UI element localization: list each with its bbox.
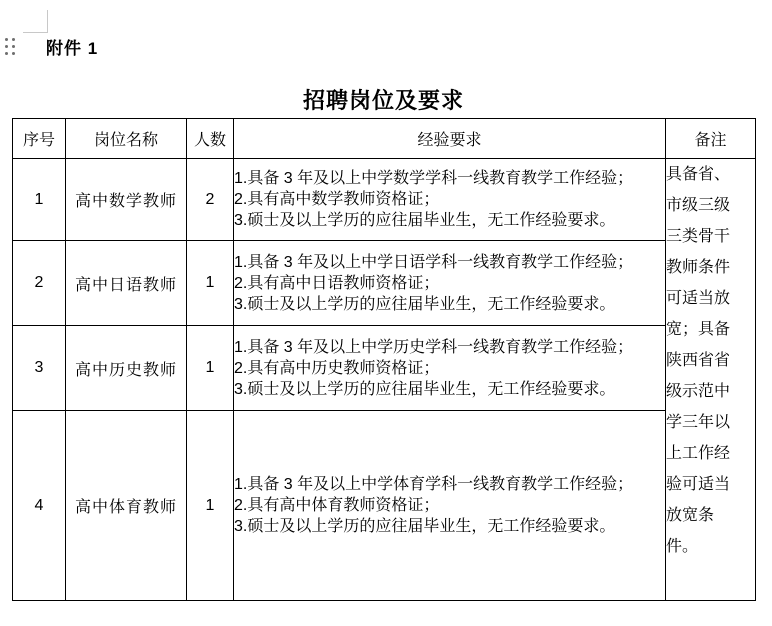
cell-position — [66, 241, 187, 326]
requirement-line: 1.具备 3 年及以上中学历史学科一线教育教学工作经验； — [234, 338, 634, 356]
cell-requirements — [234, 326, 666, 411]
header-requirements: 经验要求 — [234, 119, 666, 159]
requirement-line: 1.具备 3 年及以上中学日语学科一线教育教学工作经验； — [234, 253, 634, 271]
requirement-line: 3.硕士及以上学历的应往届毕业生，无工作经验要求。 — [234, 518, 616, 535]
cell-position — [66, 326, 187, 411]
cell-requirements — [234, 159, 666, 241]
handle-dot — [12, 52, 15, 55]
header-serial: 序号 — [13, 119, 66, 159]
requirement-line: 2.具有高中日语教师资格证； — [234, 274, 440, 292]
header-count: 人数 — [187, 119, 234, 159]
requirement-line: 1.具备 3 年及以上中学数学学科一线教育教学工作经验； — [234, 170, 634, 187]
cell-count: 1 — [187, 411, 234, 601]
page-title: 招聘岗位及要求 — [302, 88, 464, 113]
requirement-line: 2.具有高中历史教师资格证； — [234, 359, 440, 377]
cell-position — [66, 159, 187, 241]
drag-handle-icon[interactable] — [5, 38, 15, 55]
table-header-row — [13, 119, 756, 159]
cell-remarks — [666, 159, 756, 601]
table-row — [13, 326, 756, 411]
table-row — [13, 159, 756, 241]
requirement-line: 3.硕士及以上学历的应往届毕业生，无工作经验要求。 — [234, 295, 616, 313]
handle-dot — [12, 45, 15, 48]
text-boundary-corner-mark — [23, 10, 48, 33]
handle-dot — [12, 38, 15, 41]
cell-position — [66, 411, 187, 601]
cell-count: 2 — [187, 159, 234, 241]
handle-dot — [5, 52, 8, 55]
header-remarks: 备注 — [666, 119, 756, 159]
requirement-line: 2.具有高中体育教师资格证； — [234, 497, 440, 514]
position-text: 高中体育教师 — [74, 499, 177, 516]
cell-requirements — [234, 241, 666, 326]
table-row — [13, 411, 756, 601]
remarks-text: 具备省、市级三级三类骨干教师条件可适当放宽；具备陕西省省级示范中学三年以上工作经验可适当放宽条件。 — [666, 166, 731, 555]
requirement-line: 3.硕士及以上学历的应往届毕业生，无工作经验要求。 — [234, 212, 616, 229]
cell-serial: 1 — [13, 159, 66, 241]
position-text: 高中日语教师 — [74, 276, 177, 294]
recruitment-table — [12, 118, 756, 601]
attachment-label: 附件 1 — [46, 39, 99, 58]
handle-dot — [5, 45, 8, 48]
cell-serial: 3 — [13, 326, 66, 411]
position-text: 高中数学教师 — [74, 193, 177, 210]
cell-count: 1 — [187, 241, 234, 326]
cell-requirements — [234, 411, 666, 601]
cell-count: 1 — [187, 326, 234, 411]
cell-serial: 4 — [13, 411, 66, 601]
handle-dot — [5, 38, 8, 41]
requirement-line: 2.具有高中数学教师资格证； — [234, 191, 440, 208]
requirement-line: 3.硕士及以上学历的应往届毕业生，无工作经验要求。 — [234, 380, 616, 398]
header-position: 岗位名称 — [66, 119, 187, 159]
cell-serial: 2 — [13, 241, 66, 326]
table-row — [13, 241, 756, 326]
position-text: 高中历史教师 — [74, 361, 177, 379]
requirement-line: 1.具备 3 年及以上中学体育学科一线教育教学工作经验； — [234, 476, 634, 493]
